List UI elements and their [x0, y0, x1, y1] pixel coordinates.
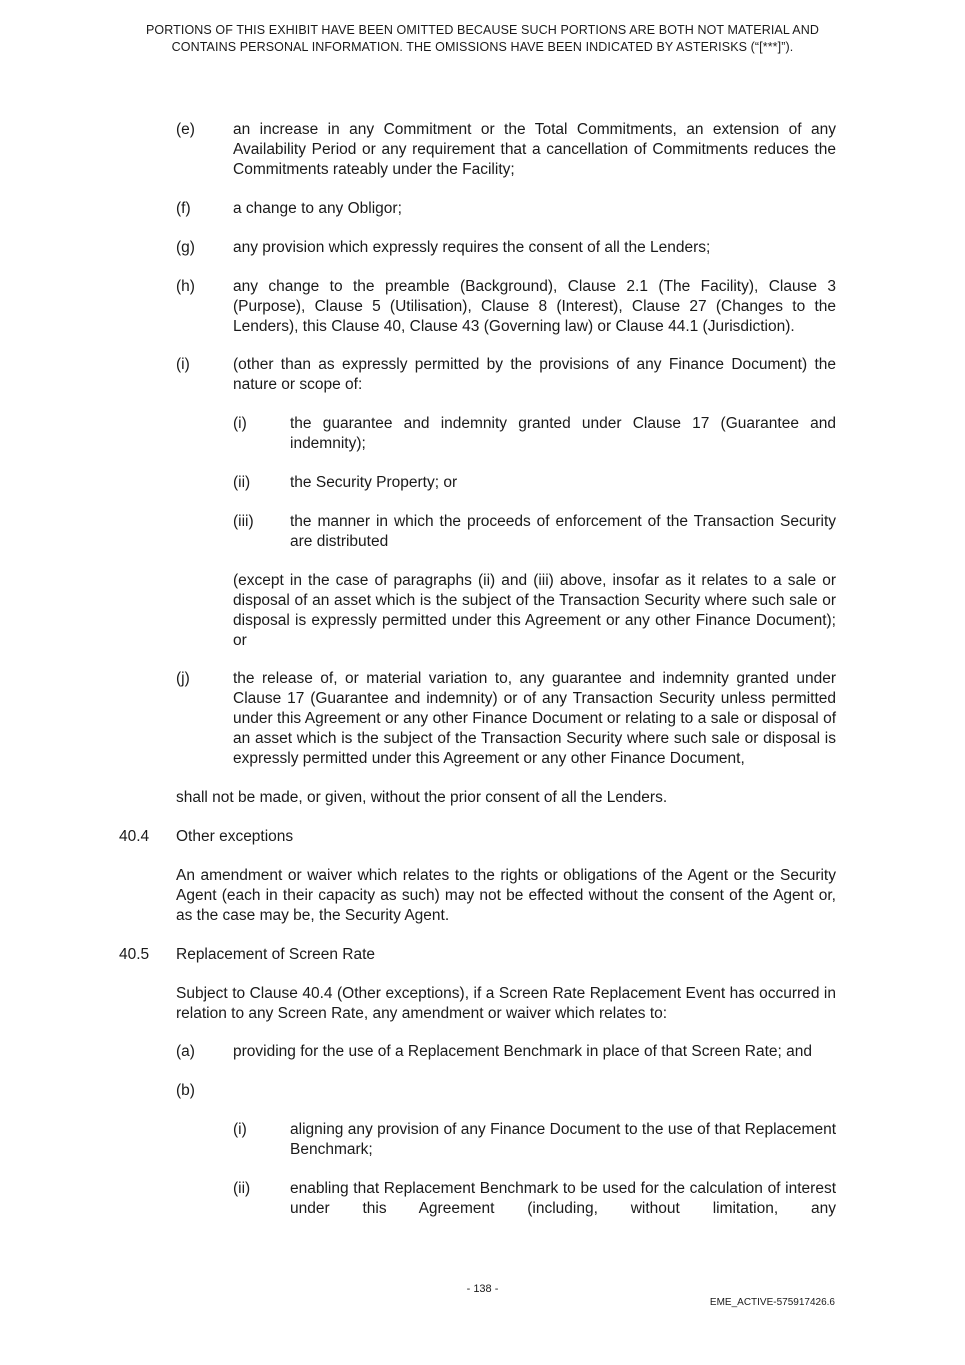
section-title: Replacement of Screen Rate — [176, 946, 376, 963]
item-text: aligning any provision of any Finance Document to the use of that Replacement Benchmark; — [290, 1121, 836, 1158]
item-text: any provision which expressly requires the consent of all the Lenders; — [233, 239, 711, 256]
header-line-2: CONTAINS PERSONAL INFORMATION. THE OMISSIONS HAVE BEEN INDICATED BY ASTERISKS (“[***]”). — [171, 40, 794, 54]
exhibit-header — [110, 22, 855, 56]
item-text: the release of, or material variation to, any guarantee and indemnity granted under Clause 17 (Guarantee and indemnity) or of any Transaction Security unless permitted under this Agreement or any other Finance Document or relating to a sale or disposal of an asset which is the subject of the Transaction Security where such sale or disposal is expressly permitted under this Agreement or any other Finance Document, — [233, 670, 836, 767]
item-label: (i) — [176, 356, 190, 373]
clause-item-h — [176, 277, 836, 337]
document-reference: EME_ACTIVE-575917426.6 — [709, 1297, 835, 1308]
item-text: a change to any Obligor; — [233, 200, 402, 217]
item-label: (ii) — [233, 1180, 251, 1197]
section-heading-40-5 — [119, 945, 375, 965]
clause-item-b — [176, 1081, 836, 1101]
section-40-4-text: An amendment or waiver which relates to the rights or obligations of the Agent or the Security Agent (each in their capacity as such) may not be effected without the consent of the Agent or, as the case may be, the Security Agent. — [176, 867, 836, 924]
sub-item-i-ii — [233, 473, 836, 493]
sub-item-b-i — [233, 1120, 836, 1160]
page-number: - 138 - — [466, 1283, 499, 1295]
clause-item-f — [176, 199, 836, 219]
item-label: (e) — [176, 121, 195, 138]
section-number: 40.5 — [119, 946, 150, 963]
item-text: the manner in which the proceeds of enforcement of the Transaction Security are distributed — [290, 513, 836, 550]
item-text: the guarantee and indemnity granted under Clause 17 (Guarantee and indemnity); — [290, 415, 836, 452]
clause-item-g — [176, 238, 836, 258]
item-label: (ii) — [233, 474, 251, 491]
except-paragraph: (except in the case of paragraphs (ii) and (iii) above, insofar as it relates to a sale or disposal of an asset which is the subject of the Transaction Security where such sale or disposal is expressly permitted under this Agreement or any other Finance Document); or — [233, 572, 836, 649]
item-label: (h) — [176, 278, 195, 295]
section-heading-40-4 — [119, 827, 293, 847]
item-text: the Security Property; or — [290, 474, 458, 491]
sub-item-i-i — [233, 414, 836, 454]
sub-item-i-iii — [233, 512, 836, 552]
item-text: providing for the use of a Replacement Benchmark in place of that Screen Rate; and — [233, 1043, 813, 1060]
item-label: (g) — [176, 239, 195, 256]
sub-item-b-ii — [233, 1179, 836, 1219]
clause-item-e — [176, 120, 836, 180]
item-label: (j) — [176, 670, 190, 687]
section-title: Other exceptions — [176, 828, 294, 845]
item-label: (iii) — [233, 513, 254, 530]
item-text: (other than as expressly permitted by the provisions of any Finance Document) the nature or scope of: — [233, 356, 836, 393]
section-40-5-intro: Subject to Clause 40.4 (Other exceptions), if a Screen Rate Replacement Event has occurred in relation to any Screen Rate, any amendment or waiver which relates to: — [176, 985, 836, 1022]
item-text: enabling that Replacement Benchmark to be used for the calculation of interest under this Agreement (including, without limitation, any — [290, 1180, 836, 1217]
item-label: (b) — [176, 1082, 195, 1099]
clause-item-j — [176, 669, 836, 769]
section-number: 40.4 — [119, 828, 150, 845]
item-text — [233, 1081, 836, 1101]
closing-paragraph: shall not be made, or given, without the prior consent of all the Lenders. — [176, 789, 668, 806]
clause-item-a — [176, 1042, 836, 1062]
clause-item-i — [176, 355, 836, 395]
item-label: (i) — [233, 415, 247, 432]
item-label: (i) — [233, 1121, 247, 1138]
item-text: an increase in any Commitment or the Total Commitments, an extension of any Availability Period or any requirement that a cancellation of Commitments reduces the Commitments rateably under the Facility; — [233, 121, 836, 178]
item-label: (a) — [176, 1043, 195, 1060]
item-text: any change to the preamble (Background), Clause 2.1 (The Facility), Clause 3 (Purpose), Clause 5 (Utilisation), Clause 8 (Interest), Clause 27 (Changes to the Lenders), this Clause 40, Clause 43 (Governing law) or Clause 44.1 (Jurisdiction). — [233, 278, 836, 335]
header-line-1: PORTIONS OF THIS EXHIBIT HAVE BEEN OMITTED BECAUSE SUCH PORTIONS ARE BOTH NOT MATERIAL AND — [145, 23, 819, 37]
item-label: (f) — [176, 200, 191, 217]
